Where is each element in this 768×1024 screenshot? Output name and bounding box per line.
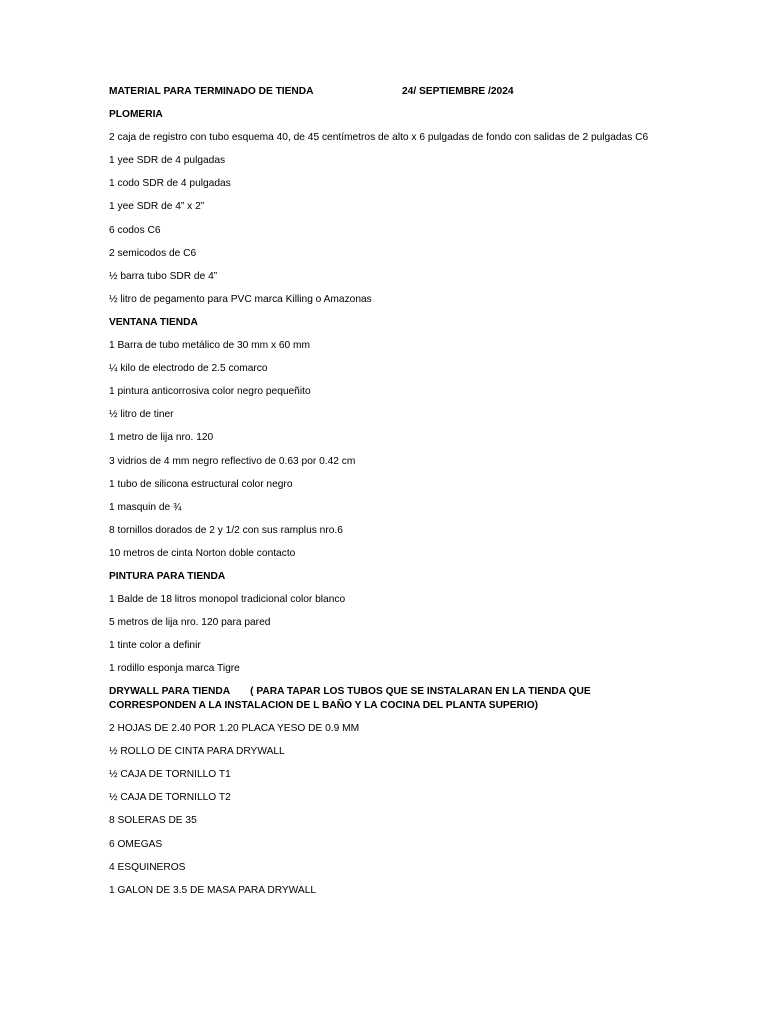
section-plomeria	[109, 108, 669, 306]
list-item: 6 OMEGAS	[109, 838, 163, 850]
section-heading-text: PINTURA PARA TIENDA	[109, 570, 226, 582]
section-heading-note: ( PARA TAPAR LOS TUBOS QUE SE INSTALARAN EN LA TIENDA QUE CORRESPONDEN A LA INSTALACION DE L BAÑO Y LA COCINA DEL PLANTA SUPERIO)	[109, 686, 591, 711]
list-item: 1 tubo de silicona estructural color negro	[109, 478, 293, 490]
list-item: 2 caja de registro con tubo esquema 40, de 45 centímetros de alto x 6 pulgadas de fondo con salidas de 2 pulgadas C6	[109, 132, 649, 144]
list-item: 2 HOJAS DE 2.40 POR 1.20 PLACA YESO DE 0.9 MM	[109, 723, 360, 735]
section-heading-text: PLOMERIA	[109, 109, 163, 121]
document-date: 24/ SEPTIEMBRE /2024	[402, 86, 514, 97]
document-title: MATERIAL PARA TERMINADO DE TIENDA	[109, 86, 314, 97]
list-item: 8 SOLERAS DE 35	[109, 815, 197, 827]
section-heading	[109, 685, 669, 712]
list-item: 2 semicodos de C6	[109, 247, 197, 259]
list-item: ½ CAJA DE TORNILLO T1	[109, 769, 231, 781]
section-pintura-para-tienda	[109, 570, 669, 676]
list-item: ½ litro de tiner	[109, 409, 174, 421]
section-heading-text: VENTANA TIENDA	[109, 316, 198, 328]
list-item: 1 yee SDR de 4” x 2”	[109, 201, 205, 213]
list-item: 3 vidrios de 4 mm negro reflectivo de 0.63 por 0.42 cm	[109, 455, 356, 467]
list-item: 1 Balde de 18 litros monopol tradicional color blanco	[109, 594, 346, 606]
title-row	[109, 85, 669, 99]
list-item: ½ CAJA DE TORNILLO T2	[109, 792, 231, 804]
list-item: 1 tinte color a definir	[109, 640, 201, 652]
list-item: 1 Barra de tubo metálico de 30 mm x 60 mm	[109, 340, 311, 352]
document-body	[109, 85, 669, 907]
list-item: 5 metros de lija nro. 120 para pared	[109, 617, 271, 629]
sections-container	[109, 108, 669, 897]
section-heading	[109, 570, 669, 584]
list-item: 4 ESQUINEROS	[109, 861, 186, 873]
list-item: 1 codo SDR de 4 pulgadas	[109, 178, 231, 190]
list-item: 1 pintura anticorrosiva color negro pequeñito	[109, 386, 311, 398]
section-heading-text: DRYWALL PARA TIENDA	[109, 686, 231, 698]
list-item: 1 metro de lija nro. 120	[109, 432, 214, 444]
list-item: ½ barra tubo SDR de 4”	[109, 270, 218, 282]
list-item: ½ litro de pegamento para PVC marca Killing o Amazonas	[109, 293, 372, 305]
list-item: 1 masquin de ¾	[109, 501, 182, 513]
list-item: 1 GALON DE 3.5 DE MASA PARA DRYWALL	[109, 884, 317, 896]
section-heading	[109, 108, 669, 122]
list-item: 1 rodillo esponja marca Tigre	[109, 663, 240, 675]
list-item: 6 codos C6	[109, 224, 161, 236]
list-item: 1 yee SDR de 4 pulgadas	[109, 155, 226, 167]
list-item: 8 tornillos dorados de 2 y 1/2 con sus ramplus nro.6	[109, 524, 343, 536]
section-drywall-para-tienda	[109, 685, 669, 897]
list-item: ½ ROLLO DE CINTA PARA DRYWALL	[109, 746, 285, 758]
section-ventana-tienda	[109, 316, 669, 560]
section-heading	[109, 316, 669, 330]
list-item: 10 metros de cinta Norton doble contacto	[109, 547, 296, 559]
list-item: ¼ kilo de electrodo de 2.5 comarco	[109, 363, 268, 375]
